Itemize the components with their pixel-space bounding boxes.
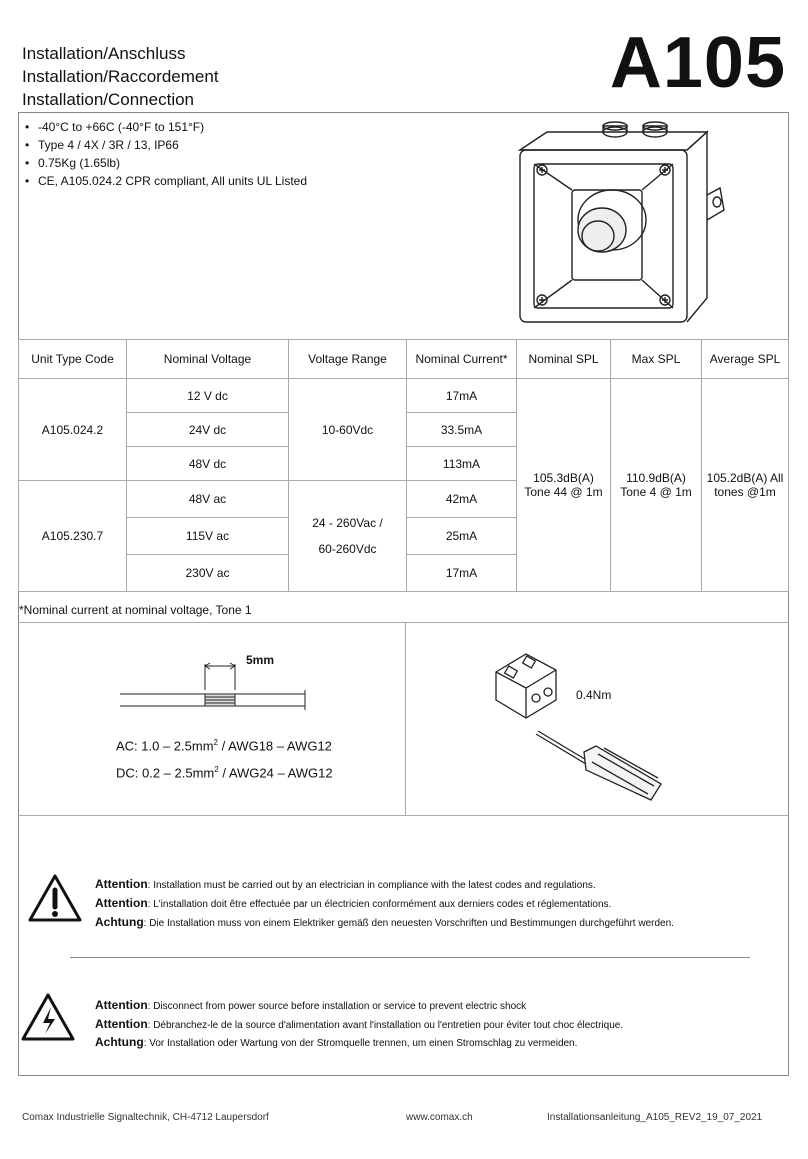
- terminal-screwdriver-illustration: [486, 642, 666, 802]
- ac-gauge-spec: [116, 738, 332, 753]
- divider: [18, 815, 789, 816]
- attention-line: [95, 878, 596, 892]
- attention-label: Achtung: [95, 915, 144, 929]
- warning-triangle-icon: [27, 873, 83, 923]
- unit-code: A105.024.2: [19, 379, 127, 481]
- spl-tone: Tone 4 @ 1m: [620, 485, 692, 499]
- current-cell: 17mA: [407, 555, 517, 592]
- dc-gauge-suffix: / AWG24 – AWG12: [218, 765, 333, 781]
- footer-company: Comax Industrielle Signaltechnik, CH-4712 Laupersdorf: [22, 1112, 269, 1123]
- voltage-cell: 230V ac: [127, 555, 289, 592]
- attention-label: Attention: [95, 877, 148, 891]
- voltage-cell: 48V ac: [127, 481, 289, 518]
- average-spl-cell: [702, 379, 789, 592]
- attention-text: : Die Installation muss von einem Elektriker gemäß den neuesten Vorschriften und Bestimmungen durchgeführt werden.: [143, 918, 674, 929]
- max-spl-cell: [611, 379, 702, 592]
- attention-text: : Disconnect from power source before installation or service to prevent electric shock: [147, 1001, 527, 1012]
- torque-label: 0.4Nm: [576, 688, 612, 702]
- electric-hazard-icon: [20, 992, 76, 1042]
- attention-text: : Installation must be carried out by an electrician in compliance with the latest codes and regulations.: [147, 880, 596, 891]
- product-illustration: [512, 120, 732, 330]
- title-line-fr: Installation/Raccordement: [22, 67, 219, 86]
- ac-gauge-prefix: AC: 1.0 – 2.5mm: [116, 738, 214, 754]
- divider: [405, 622, 406, 815]
- footer-website[interactable]: www.comax.ch: [406, 1112, 473, 1123]
- voltage-cell: 115V ac: [127, 518, 289, 555]
- col-header: Voltage Range: [289, 340, 407, 379]
- col-header: Nominal Current*: [407, 340, 517, 379]
- table-header-row: [19, 340, 789, 379]
- spec-table: [18, 339, 789, 592]
- nominal-spl-cell: [517, 379, 611, 592]
- voltage-cell: 48V dc: [127, 447, 289, 481]
- current-cell: 17mA: [407, 379, 517, 413]
- col-header: Unit Type Code: [19, 340, 127, 379]
- model-number: A105: [609, 23, 786, 103]
- range-text: 60-260Vdc: [318, 542, 377, 556]
- spl-value: 105.2dB(A) All: [706, 471, 784, 485]
- current-cell: 33.5mA: [407, 413, 517, 447]
- attention-line: [95, 897, 611, 911]
- col-header: Average SPL: [702, 340, 789, 379]
- dc-gauge-spec: [116, 765, 333, 780]
- current-cell: 25mA: [407, 518, 517, 555]
- feature-item: • CE, A105.024.2 CPR compliant, All units UL Listed: [22, 172, 307, 190]
- title-line-de: Installation/Anschluss: [22, 44, 186, 63]
- attention-text: : L'installation doit être effectuée par un électricien conformément aux derniers codes et réglementations.: [147, 899, 612, 910]
- attention-text: : Vor Installation oder Wartung von der Stromquelle trennen, um einen Stromschlag zu vermeiden.: [143, 1038, 578, 1049]
- attention-line: [95, 999, 526, 1013]
- feature-item: • 0.75Kg (1.65lb): [22, 154, 307, 172]
- feature-list: [22, 118, 307, 190]
- feature-item: • -40°C to +66C (-40°F to 151°F): [22, 118, 307, 136]
- attention-label: Attention: [95, 896, 148, 910]
- table-footnote: *Nominal current at nominal voltage, Tone 1: [19, 603, 252, 617]
- divider: [18, 622, 789, 623]
- ac-gauge-sup: 2: [213, 738, 218, 747]
- document-title: [22, 42, 219, 111]
- attention-line: [95, 916, 674, 930]
- title-line-en: Installation/Connection: [22, 90, 195, 109]
- section-separator: [70, 957, 750, 958]
- voltage-cell: 12 V dc: [127, 379, 289, 413]
- col-header: Nominal Voltage: [127, 340, 289, 379]
- dc-gauge-sup: 2: [214, 765, 219, 774]
- unit-code: A105.230.7: [19, 481, 127, 592]
- range-cell: [289, 481, 407, 592]
- attention-line: [95, 1018, 623, 1032]
- current-cell: 113mA: [407, 447, 517, 481]
- attention-line: [95, 1036, 577, 1050]
- spl-tone: tones @1m: [714, 485, 776, 499]
- ac-gauge-suffix: / AWG18 – AWG12: [218, 738, 332, 754]
- spl-value: 110.9dB(A): [626, 471, 686, 485]
- feature-item: • Type 4 / 4X / 3R / 13, IP66: [22, 136, 307, 154]
- attention-label: Attention: [95, 998, 148, 1012]
- attention-text: : Débranchez-le de la source d'alimentation avant l'installation ou l'entretien pour éviter tout choc électrique.: [147, 1020, 624, 1031]
- voltage-cell: 24V dc: [127, 413, 289, 447]
- range-cell: [289, 379, 407, 481]
- range-text: 24 - 260Vac /: [312, 516, 383, 530]
- spl-value: 105.3dB(A): [533, 471, 594, 485]
- strip-length-label: 5mm: [246, 653, 275, 667]
- dc-gauge-prefix: DC: 0.2 – 2.5mm: [116, 765, 215, 781]
- col-header: Max SPL: [611, 340, 702, 379]
- wire-strip-illustration: [120, 650, 320, 720]
- col-header: Nominal SPL: [517, 340, 611, 379]
- attention-label: Achtung: [95, 1035, 144, 1049]
- table-row: [19, 379, 789, 413]
- footer-doc-ref: Installationsanleitung_A105_REV2_19_07_2021: [547, 1112, 763, 1123]
- current-cell: 42mA: [407, 481, 517, 518]
- attention-label: Attention: [95, 1017, 148, 1031]
- spl-tone: Tone 44 @ 1m: [524, 485, 603, 499]
- range-text: 10-60Vdc: [321, 422, 374, 437]
